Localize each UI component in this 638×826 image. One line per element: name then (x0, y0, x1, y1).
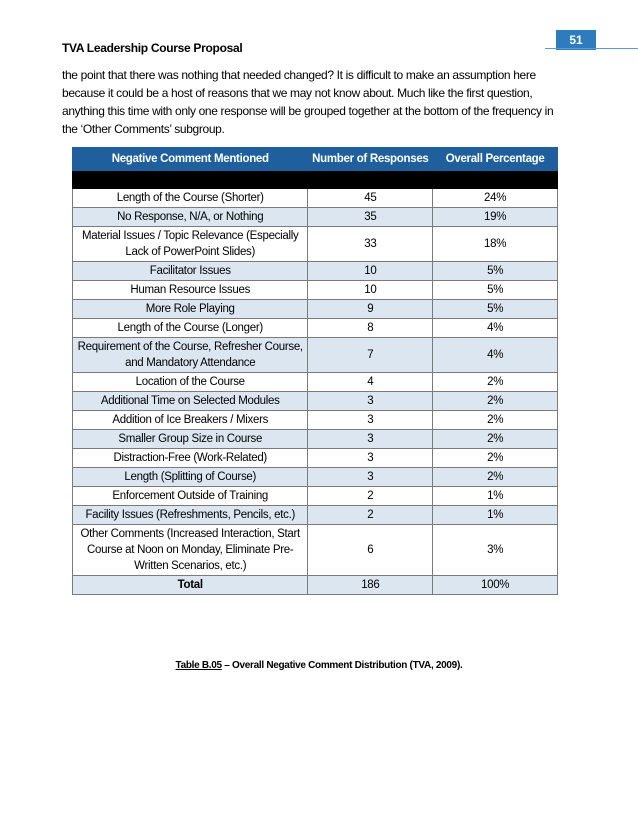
spacer-row (73, 171, 558, 189)
comment-cell: No Response, N/A, or Nothing (73, 208, 308, 227)
responses-cell: 33 (308, 227, 433, 262)
comment-cell: Material Issues / Topic Relevance (Especially Lack of PowerPoint Slides) (73, 227, 308, 262)
table-row (73, 411, 558, 430)
percentage-cell: 2% (433, 392, 558, 411)
comment-cell: Additional Time on Selected Modules (73, 392, 308, 411)
responses-cell: 3 (308, 430, 433, 449)
comment-cell: Enforcement Outside of Training (73, 487, 308, 506)
table-row (73, 300, 558, 319)
header-comment: Negative Comment Mentioned (73, 148, 308, 171)
table-row (73, 468, 558, 487)
table-row (73, 338, 558, 373)
responses-cell: 7 (308, 338, 433, 373)
comment-cell: Length of the Course (Longer) (73, 319, 308, 338)
percentage-cell: 18% (433, 227, 558, 262)
total-percentage: 100% (433, 576, 558, 595)
comment-cell: Length of the Course (Shorter) (73, 189, 308, 208)
table-row (73, 281, 558, 300)
table-row (73, 430, 558, 449)
percentage-cell: 2% (433, 373, 558, 392)
comment-cell: Facility Issues (Refreshments, Pencils, etc.) (73, 506, 308, 525)
percentage-cell: 5% (433, 300, 558, 319)
percentage-cell: 5% (433, 262, 558, 281)
table-row (73, 227, 558, 262)
negative-comment-table (72, 147, 558, 595)
percentage-cell: 2% (433, 449, 558, 468)
comment-cell: Facilitator Issues (73, 262, 308, 281)
header-percentage: Overall Percentage (433, 148, 558, 171)
comment-cell: Addition of Ice Breakers / Mixers (73, 411, 308, 430)
comment-cell: Other Comments (Increased Interaction, Start Course at Noon on Monday, Eliminate Pre-Written Scenarios, etc.) (73, 525, 308, 576)
responses-cell: 8 (308, 319, 433, 338)
responses-cell: 10 (308, 262, 433, 281)
page-number: 51 (556, 30, 596, 50)
responses-cell: 3 (308, 411, 433, 430)
table-caption-text: – Overall Negative Comment Distribution (TVA, 2009). (221, 660, 463, 671)
table-row (73, 262, 558, 281)
responses-cell: 2 (308, 487, 433, 506)
percentage-cell: 24% (433, 189, 558, 208)
table-row (73, 392, 558, 411)
body-paragraph: the point that there was nothing that needed changed? It is difficult to make an assumption here because it could be a host of reasons that we may not know about. Much like the first question, anything this time with only one response will be grouped together at the bottom of the frequency in the ‘Other Comments’ subgroup. (62, 68, 554, 136)
responses-cell: 9 (308, 300, 433, 319)
percentage-cell: 2% (433, 468, 558, 487)
percentage-cell: 2% (433, 430, 558, 449)
document-title: TVA Leadership Course Proposal (62, 41, 243, 55)
total-row (73, 576, 558, 595)
comment-cell: Smaller Group Size in Course (73, 430, 308, 449)
table-row (73, 208, 558, 227)
table-row (73, 319, 558, 338)
responses-cell: 45 (308, 189, 433, 208)
percentage-cell: 1% (433, 506, 558, 525)
percentage-cell: 4% (433, 338, 558, 373)
total-responses: 186 (308, 576, 433, 595)
percentage-cell: 1% (433, 487, 558, 506)
percentage-cell: 4% (433, 319, 558, 338)
table-header-row (73, 148, 558, 171)
responses-cell: 6 (308, 525, 433, 576)
responses-cell: 2 (308, 506, 433, 525)
percentage-cell: 2% (433, 411, 558, 430)
table-caption-ref: Table B.05 (175, 660, 222, 671)
total-label: Total (73, 576, 308, 595)
table-row (73, 525, 558, 576)
table-caption (0, 660, 638, 671)
comment-cell: Human Resource Issues (73, 281, 308, 300)
responses-cell: 3 (308, 468, 433, 487)
comment-cell: Length (Splitting of Course) (73, 468, 308, 487)
header-responses: Number of Responses (308, 148, 433, 171)
comment-cell: More Role Playing (73, 300, 308, 319)
comment-cell: Distraction-Free (Work-Related) (73, 449, 308, 468)
comment-cell: Location of the Course (73, 373, 308, 392)
comment-cell: Requirement of the Course, Refresher Course, and Mandatory Attendance (73, 338, 308, 373)
responses-cell: 35 (308, 208, 433, 227)
table-row (73, 449, 558, 468)
table-row (73, 189, 558, 208)
percentage-cell: 5% (433, 281, 558, 300)
responses-cell: 3 (308, 392, 433, 411)
percentage-cell: 19% (433, 208, 558, 227)
table-row (73, 373, 558, 392)
header-rule (545, 48, 638, 49)
percentage-cell: 3% (433, 525, 558, 576)
responses-cell: 3 (308, 449, 433, 468)
responses-cell: 4 (308, 373, 433, 392)
table-row (73, 506, 558, 525)
table-row (73, 487, 558, 506)
responses-cell: 10 (308, 281, 433, 300)
